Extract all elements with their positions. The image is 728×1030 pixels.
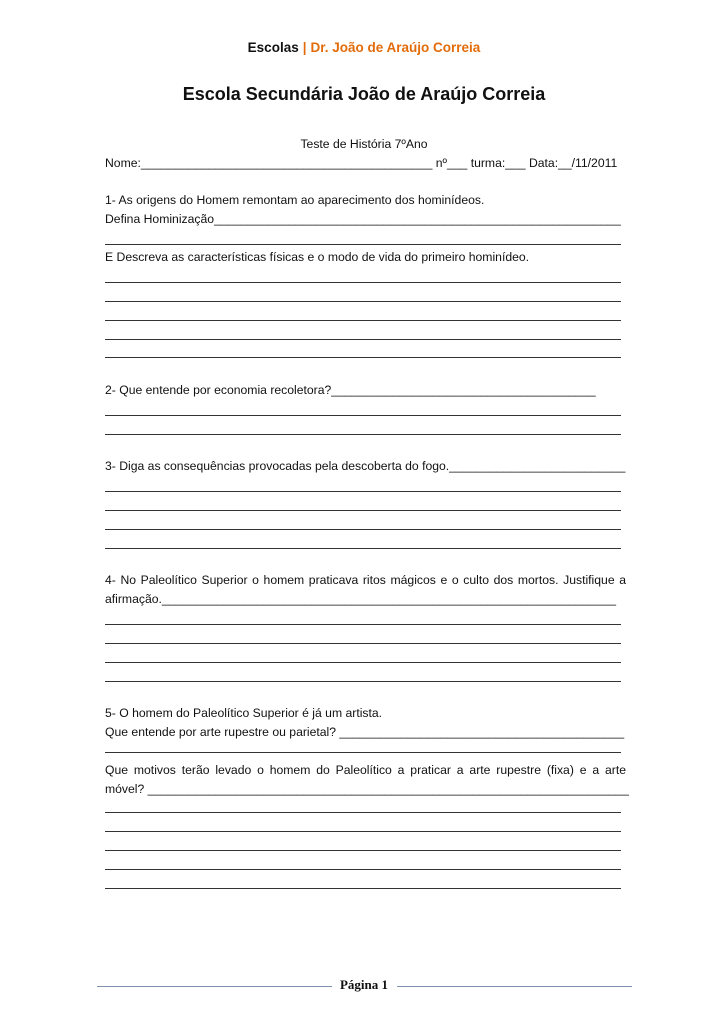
answer-line[interactable] — [105, 624, 621, 625]
answer-line[interactable] — [105, 339, 621, 340]
test-title: Teste de História 7ºAno — [300, 137, 428, 151]
answer-line[interactable] — [105, 888, 621, 889]
question-4-line-1: 4- No Paleolítico Superior o homem praticava ritos mágicos e o culto dos mortos. Justifique a — [105, 573, 626, 587]
answer-line[interactable] — [105, 662, 621, 663]
answer-line[interactable] — [105, 415, 621, 416]
answer-line[interactable] — [105, 752, 621, 753]
answer-line[interactable] — [105, 681, 621, 682]
document-title: Escola Secundária João de Araújo Correia — [182, 84, 546, 104]
answer-line[interactable] — [105, 320, 621, 321]
question-5-prompt-b-line-2: móvel? _______________________________________________________________________ — [105, 782, 629, 796]
answer-line[interactable] — [105, 869, 621, 870]
header-separator: | — [302, 40, 307, 55]
question-1-prompt-a: Defina Hominização____________________________________________________________ — [105, 212, 621, 226]
answer-line[interactable] — [105, 491, 621, 492]
answer-line[interactable] — [105, 812, 621, 813]
question-5-intro: 5- O homem do Paleolítico Superior é já um artista. — [105, 706, 383, 720]
answer-line[interactable] — [105, 548, 621, 549]
header-brand: Escolas — [247, 40, 299, 55]
answer-line[interactable] — [105, 357, 621, 358]
answer-line[interactable] — [105, 850, 621, 851]
answer-line[interactable] — [105, 529, 621, 530]
question-4-line-2: afirmação.___________________________________________________________________ — [105, 592, 617, 606]
question-1-prompt-b: E Descreva as características físicas e o modo de vida do primeiro hominídeo. — [105, 250, 530, 264]
answer-line[interactable] — [105, 831, 621, 832]
question-3: 3- Diga as consequências provocadas pela descoberta do fogo.__________________________ — [105, 459, 626, 473]
question-5-prompt-b-line-1: Que motivos terão levado o homem do Paleolítico a praticar a arte rupestre (fixa) e a arte — [105, 763, 626, 777]
header-school-name: Dr. João de Araújo Correia — [310, 40, 481, 55]
answer-line[interactable] — [105, 244, 621, 245]
answer-line[interactable] — [105, 510, 621, 511]
question-1-intro: 1- As origens do Homem remontam ao aparecimento dos hominídeos. — [105, 193, 485, 207]
answer-line[interactable] — [105, 301, 621, 302]
answer-line[interactable] — [105, 434, 621, 435]
answer-line[interactable] — [105, 643, 621, 644]
question-5-prompt-a: Que entende por arte rupestre ou parietal? __________________________________________ — [105, 725, 625, 739]
page-number: Página 1 — [339, 977, 389, 992]
question-2: 2- Que entende por economia recoletora?_______________________________________ — [105, 383, 596, 397]
running-header — [0, 40, 728, 55]
student-info-line: Nome:___________________________________________ nº___ turma:___ Data:__/11/2011 — [105, 156, 618, 170]
answer-line[interactable] — [105, 282, 621, 283]
